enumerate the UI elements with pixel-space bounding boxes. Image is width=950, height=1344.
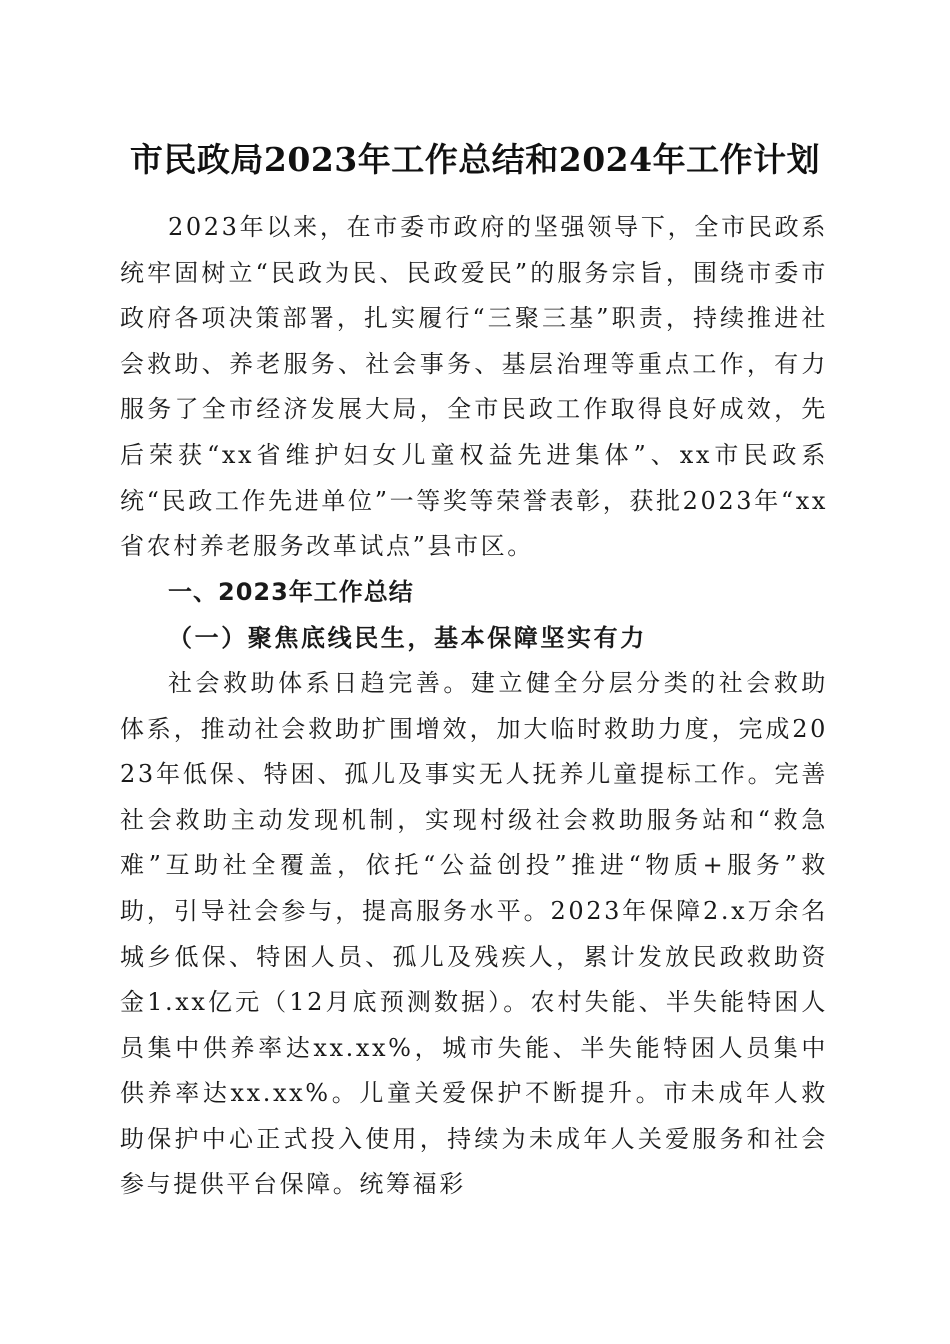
section-heading: 一、2023年工作总结 (168, 577, 414, 606)
intro-paragraph: 2023年以来，在市委市政府的坚强领导下，全市民政系统牢固树立“民政为民、民政爱民”的服务宗旨，围绕市委市政府各项决策部署，扎实履行“三聚三基”职责，持续推进社会救助、养老服务、社会事务、基层治理等重点工作，有力服务了全市经济发展大局，全市民政工作取得良好成效，先后荣获“xx省维护妇女儿童权益先进集体”、xx市民政系统“民政工作先进单位”一等奖等荣誉表彰，获批2023年“xx省农村养老服务改革试点”县市区。 (120, 213, 828, 561)
subsection-heading: （一）聚焦底线民生，基本保障坚实有力 (168, 623, 647, 653)
subsection-paragraph: 社会救助体系日趋完善。建立健全分层分类的社会救助体系，推动社会救助扩围增效，加大临时救助力度，完成2023年低保、特困、孤儿及事实无人抚养儿童提标工作。完善社会救助主动发现机制，实现村级社会救助服务站和“救急难”互助社全覆盖，依托“公益创投”推进“物质+服务”救助，引导社会参与，提高服务水平。2023年保障2.x万余名城乡低保、特困人员、孤儿及残疾人，累计发放民政救助资金1.xx亿元（12月底预测数据）。农村失能、半失能特困人员集中供养率达xx.xx%，城市失能、半失能特困人员集中供养率达xx.xx%。儿童关爱保护不断提升。市未成年人救助保护中心正式投入使用，持续为未成年人关爱服务和社会参与提供平台保障。统筹福彩 (120, 668, 828, 1199)
document-body (120, 205, 828, 1208)
document-title: 市民政局2023年工作总结和2024年工作计划 (129, 140, 821, 179)
